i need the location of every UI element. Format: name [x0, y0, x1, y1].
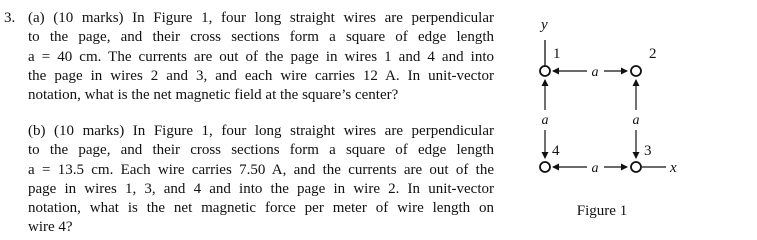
question-number: 3.: [4, 10, 16, 26]
wire-4-circle: [540, 162, 550, 172]
figure-caption: Figure 1: [576, 203, 628, 219]
part-b-line-4: page in wires 1, 3, and 4 and into the page in wire 2. In unit-vector: [28, 180, 494, 197]
x-axis-label: x: [670, 160, 677, 176]
part-b-line-2: to the page, and their cross sections form a square of edge length: [28, 142, 494, 159]
wire-3-circle: [631, 162, 641, 172]
wire-1-circle: [540, 66, 550, 76]
wire-1-label: 1: [553, 46, 561, 62]
part-b-line-5: notation, what is the net magnetic force per meter of wire length on: [28, 200, 494, 217]
part-b-text: [28, 122, 494, 238]
wire-4-label: 4: [552, 143, 560, 159]
part-a-line-2: to the page, and their cross sections form a square of edge length: [28, 29, 494, 46]
wire-3-label: 3: [644, 143, 652, 159]
y-axis-label: y: [541, 17, 548, 33]
right-edge-label: a: [632, 113, 640, 128]
part-a-line-4: the page in wires 2 and 3, and each wire carries 12 A. In unit-vector: [28, 67, 494, 84]
left-edge-label: a: [541, 113, 549, 128]
part-a-text: [28, 9, 494, 105]
wire-2-circle: [631, 66, 641, 76]
part-b-line-3: a = 13.5 cm. Each wire carries 7.50 A, and the currents are out of the: [28, 161, 494, 178]
part-a-line-1: (a) (10 marks) In Figure 1, four long straight wires are perpendicular: [28, 10, 494, 26]
bottom-edge-label: a: [591, 161, 599, 176]
top-edge-label: a: [591, 65, 599, 80]
wire-2-label: 2: [649, 46, 657, 62]
part-a-line-3: a = 40 cm. The currents are out of the page in wires 1 and 4 and into: [28, 48, 494, 65]
part-b-line-1: (b) (10 marks) In Figure 1, four long straight wires are perpendicular: [28, 123, 494, 139]
part-b-line-6: wire 4?: [28, 219, 73, 236]
figure-1-diagram: [520, 0, 757, 235]
part-a-line-5: notation, what is the net magnetic field at the square’s center?: [28, 87, 399, 104]
